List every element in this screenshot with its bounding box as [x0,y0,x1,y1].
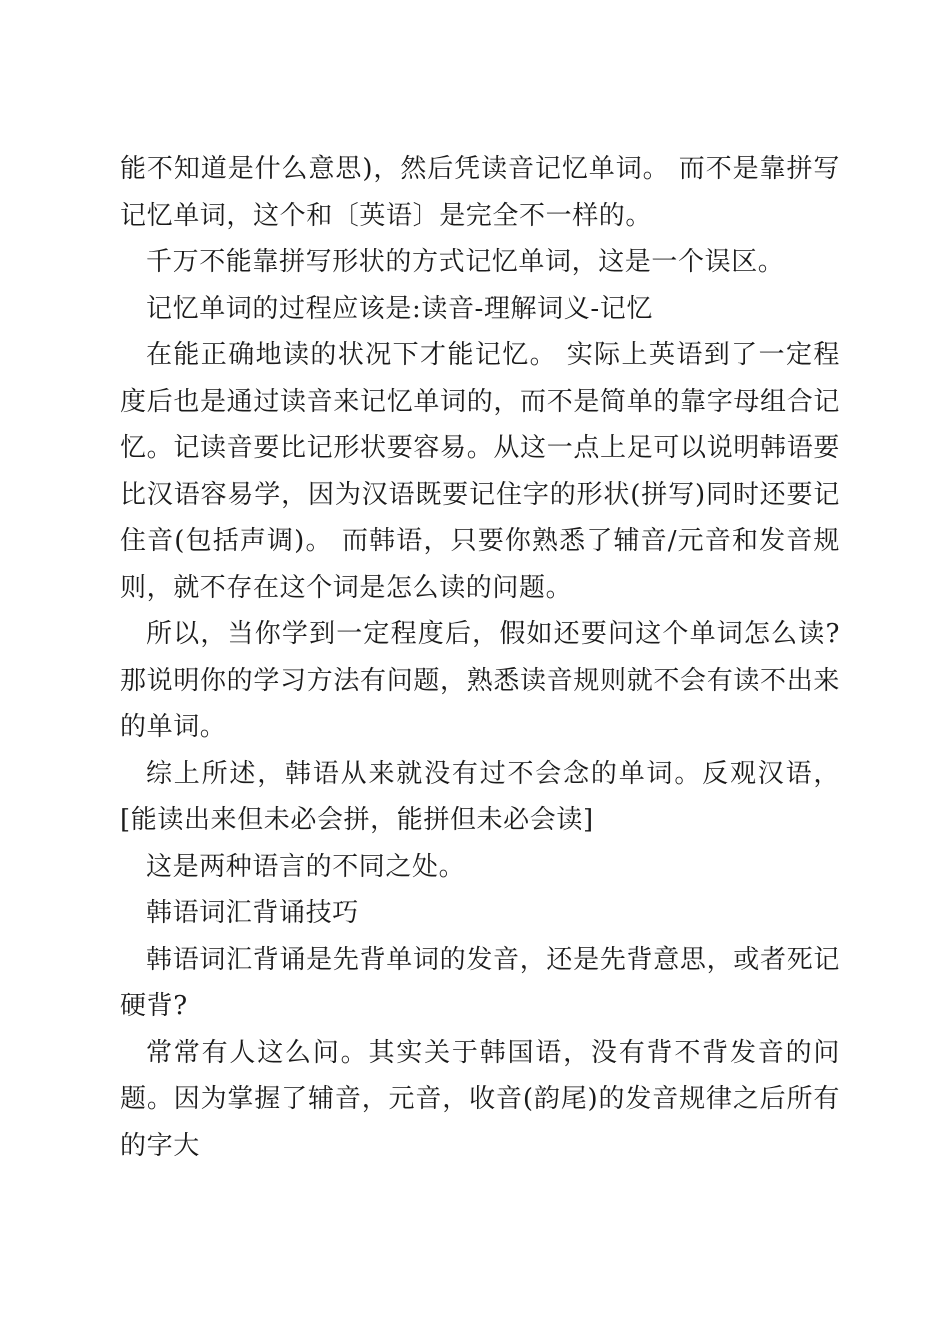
paragraph: 常常有人这么问。其实关于韩国语，没有背不背发音的问题。因为掌握了辅音，元音，收音(韵尾)的发音规律之后所有的字大 [120,1037,840,1161]
paragraph: 综上所述，韩语从来就没有过不会念的单词。反观汉语，[能读出来但未必会拼，能拼但未必会读] [120,758,840,835]
paragraph: 所以，当你学到一定程度后，假如还要问这个单词怎么读? 那说明你的学习方法有问题，熟悉读音规则就不会有读不出来的单词。 [120,619,840,742]
paragraph-continued: 能不知道是什么意思)，然后凭读音记忆单词。 而不是靠拼写记忆单词，这个和〔英语〕是完全不一样的。 [120,154,840,231]
paragraph: 千万不能靠拼写形状的方式记忆单词，这是一个误区。 [146,247,785,277]
document-body [120,146,840,1169]
paragraph: 这是两种语言的不同之处。 [146,851,466,882]
section-heading: 韩语词汇背诵技巧 [146,898,359,928]
paragraph: 韩语词汇背诵是先背单词的发音，还是先背意思，或者死记硬背? [120,944,840,1021]
paragraph: 记忆单词的过程应该是:读音-理解词义-记忆 [146,293,653,324]
paragraph: 在能正确地读的状况下才能记忆。 实际上英语到了一定程度后也是通过读音来记忆单词的，而不是简单的靠字母组合记忆。记读音要比记形状要容易。从这一点上足可以说明韩语要比汉语容易学，因为汉语既要记住字的形状(拼写)同时还要记住音(包括声调)。 而韩语，只要你熟悉了辅音/元音和发音规则，就不存在这个词是怎么读的问题。 [120,340,840,603]
